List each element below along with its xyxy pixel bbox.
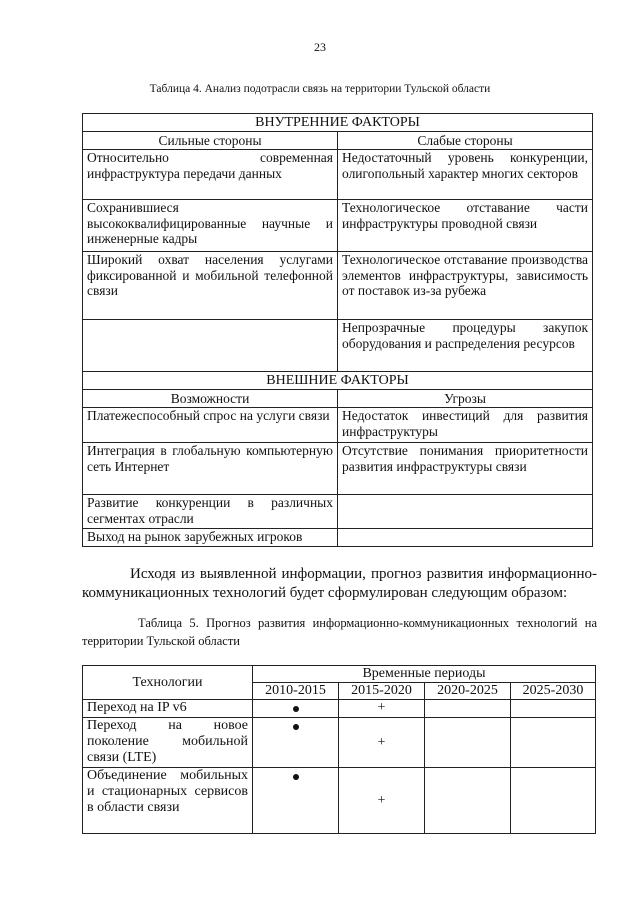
dot-marker	[293, 774, 299, 780]
tech-cell: Объединение мобильных и стационарных сервисов в области связи	[83, 768, 253, 834]
strength-cell: Сохранившиеся высококвалифицированные научные и инженерные кадры	[83, 200, 338, 252]
tech-header: Технологии	[83, 666, 253, 700]
weaknesses-header: Слабые стороны	[338, 132, 593, 150]
period-header: 2020-2025	[425, 683, 511, 700]
mark-cell	[511, 718, 596, 768]
forecast-table	[82, 665, 596, 834]
periods-header: Временные периоды	[253, 666, 596, 683]
weakness-cell: Технологическое отставание производства элементов инфраструктуры, зависимость от поставок из-за рубежа	[338, 252, 593, 320]
tech-cell: Переход на IP v6	[83, 700, 253, 718]
threat-cell: Отсутствие понимания приоритетности развития инфраструктуры связи	[338, 443, 593, 495]
forecast-header-row	[83, 666, 596, 683]
external-header-row	[83, 372, 593, 390]
body-paragraph: Исходя из выявленной информации, прогноз развития информационно-коммуникационных технологий будет сформулирован следующим образом:	[82, 566, 597, 601]
strength-cell: Относительно современная инфраструктура передачи данных	[83, 150, 338, 200]
internal-header-row	[83, 114, 593, 132]
table4-caption: Таблица 4. Анализ подотрасли связь на территории Тульской области	[149, 83, 491, 95]
period-header: 2015-2020	[339, 683, 425, 700]
mark-cell	[253, 768, 339, 834]
table5-caption: Таблица 5. Прогноз развития информационно-коммуникационных технологий на территории Тульской области	[82, 616, 597, 648]
table-row	[83, 320, 593, 372]
strength-cell: Широкий охват населения услугами фиксированной и мобильной телефонной связи	[83, 252, 338, 320]
external-subheader-row	[83, 390, 593, 408]
plus-marker: +	[377, 734, 386, 750]
table-row	[83, 700, 596, 718]
threat-cell	[338, 495, 593, 529]
mark-cell	[425, 718, 511, 768]
threat-cell: Недостаток инвестиций для развития инфраструктуры	[338, 408, 593, 443]
period-header: 2010-2015	[253, 683, 339, 700]
external-factors-header: ВНЕШНИЕ ФАКТОРЫ	[83, 372, 593, 390]
dot-marker	[293, 724, 299, 730]
weakness-cell: Непрозрачные процедуры закупок оборудования и распределения ресурсов	[338, 320, 593, 372]
strengths-header: Сильные стороны	[83, 132, 338, 150]
plus-marker: +	[377, 700, 386, 715]
table-row	[83, 200, 593, 252]
mark-cell	[425, 700, 511, 718]
mark-cell	[339, 718, 425, 768]
internal-subheader-row	[83, 132, 593, 150]
strength-cell	[83, 320, 338, 372]
swot-table	[82, 113, 593, 547]
threats-header: Угрозы	[338, 390, 593, 408]
table-row	[83, 150, 593, 200]
internal-factors-header: ВНУТРЕННИЕ ФАКТОРЫ	[83, 114, 593, 132]
weakness-cell: Недостаточный уровень конкуренции, олигопольный характер многих секторов	[338, 150, 593, 200]
opportunity-cell: Выход на рынок зарубежных игроков	[83, 529, 338, 547]
opportunity-cell: Развитие конкуренции в различных сегментах отрасли	[83, 495, 338, 529]
dot-marker	[293, 706, 299, 712]
plus-marker: +	[377, 792, 386, 808]
period-header: 2025-2030	[511, 683, 596, 700]
mark-cell	[339, 700, 425, 718]
table-row	[83, 408, 593, 443]
page-number: 23	[314, 40, 326, 54]
table-row	[83, 443, 593, 495]
mark-cell	[425, 768, 511, 834]
mark-cell	[253, 700, 339, 718]
table-row	[83, 768, 596, 834]
table-row	[83, 495, 593, 529]
opportunities-header: Возможности	[83, 390, 338, 408]
mark-cell	[253, 718, 339, 768]
table-row	[83, 252, 593, 320]
threat-cell	[338, 529, 593, 547]
mark-cell	[511, 700, 596, 718]
opportunity-cell: Платежеспособный спрос на услуги связи	[83, 408, 338, 443]
table-row	[83, 718, 596, 768]
tech-cell: Переход на новое поколение мобильной связи (LTE)	[83, 718, 253, 768]
mark-cell	[339, 768, 425, 834]
opportunity-cell: Интеграция в глобальную компьютерную сеть Интернет	[83, 443, 338, 495]
table-row	[83, 529, 593, 547]
weakness-cell: Технологическое отставание части инфраструктуры проводной связи	[338, 200, 593, 252]
mark-cell	[511, 768, 596, 834]
